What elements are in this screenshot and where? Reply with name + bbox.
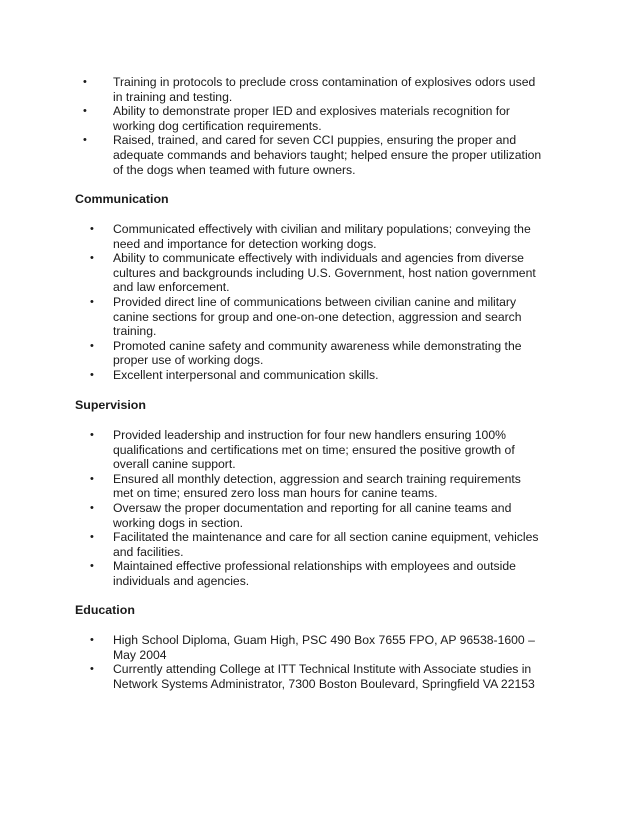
bullet-icon: • [90,501,94,514]
bullet-icon: • [90,634,94,646]
list-item [75,428,543,472]
skills-list [75,75,543,177]
bullet-icon: • [90,252,94,265]
list-item-text: Excellent interpersonal and communication skills. [113,367,379,382]
list-item [75,104,543,133]
bullet-icon: • [90,531,94,544]
bullet-icon: • [83,105,87,118]
bullet-icon: • [90,663,94,676]
list-item-text: Ensured all monthly detection, aggression and search training requirements met on time; ensured zero loss man hours for canine teams. [113,471,521,501]
communication-list [75,222,543,383]
list-item-text: Maintained effective professional relationships with employees and outside individuals and agencies. [113,559,516,588]
list-item-text: High School Diploma, Guam High, PSC 490 Box 7655 FPO, AP 96538-1600 – May 2004 [113,633,535,662]
bullet-icon: • [90,295,94,308]
education-list [75,633,543,691]
bullet-icon: • [90,560,94,573]
list-item-text: Raised, trained, and cared for seven CCI puppies, ensuring the proper and adequate commands and behaviors taught; helped ensure the proper utilization of the dogs when teamed with future owners. [113,133,542,177]
section-heading-education: Education [75,603,135,617]
list-item-text: Provided leadership and instruction for four new handlers ensuring 100% qualifications and certifications met on time; ensured the positive growth of overall canine support. [113,428,515,472]
list-item-text: Facilitated the maintenance and care for all section canine equipment, vehicles and facilities. [113,530,539,559]
supervision-list [75,428,543,589]
list-item [75,222,543,251]
list-item [75,133,543,177]
list-item [75,368,543,383]
list-item [75,339,543,368]
list-item-text: Ability to communicate effectively with individuals and agencies from diverse cultures and backgrounds including U.S. Government, host nation government and law enforcement. [113,251,536,295]
list-item-text: Provided direct line of communications between civilian canine and military canine sections for group and one-on-one detection, aggression and search training. [113,294,522,339]
bullet-icon: • [83,134,87,147]
bullet-icon: • [90,472,94,485]
section-heading-supervision: Supervision [75,398,146,412]
list-item [75,662,543,691]
list-item-text: Communicated effectively with civilian and military populations; conveying the need and importance for detection working dogs. [113,222,531,251]
bullet-icon: • [90,429,94,441]
list-item-text: Ability to demonstrate proper IED and explosives materials recognition for working dog certification requirements. [113,104,510,133]
list-item-text: Promoted canine safety and community awareness while demonstrating the proper use of working dogs. [113,338,522,368]
bullet-icon: • [90,339,94,352]
bullet-icon: • [90,223,94,235]
section-heading-communication: Communication [75,192,169,206]
list-item [75,530,543,559]
list-item [75,633,543,662]
list-item-text: Training in protocols to preclude cross contamination of explosives odors used in training and testing. [113,75,536,104]
list-item [75,559,543,588]
list-item [75,472,543,501]
bullet-icon: • [83,76,87,88]
list-item-text: Currently attending College at ITT Technical Institute with Associate studies in Network Systems Administrator, 7300 Boston Boulevard, Springfield VA 22153 [113,662,535,691]
list-item [75,251,543,295]
list-item [75,295,543,339]
list-item [75,501,543,530]
bullet-icon: • [90,368,94,381]
list-item [75,75,543,104]
list-item-text: Oversaw the proper documentation and reporting for all canine teams and working dogs in section. [113,500,512,530]
